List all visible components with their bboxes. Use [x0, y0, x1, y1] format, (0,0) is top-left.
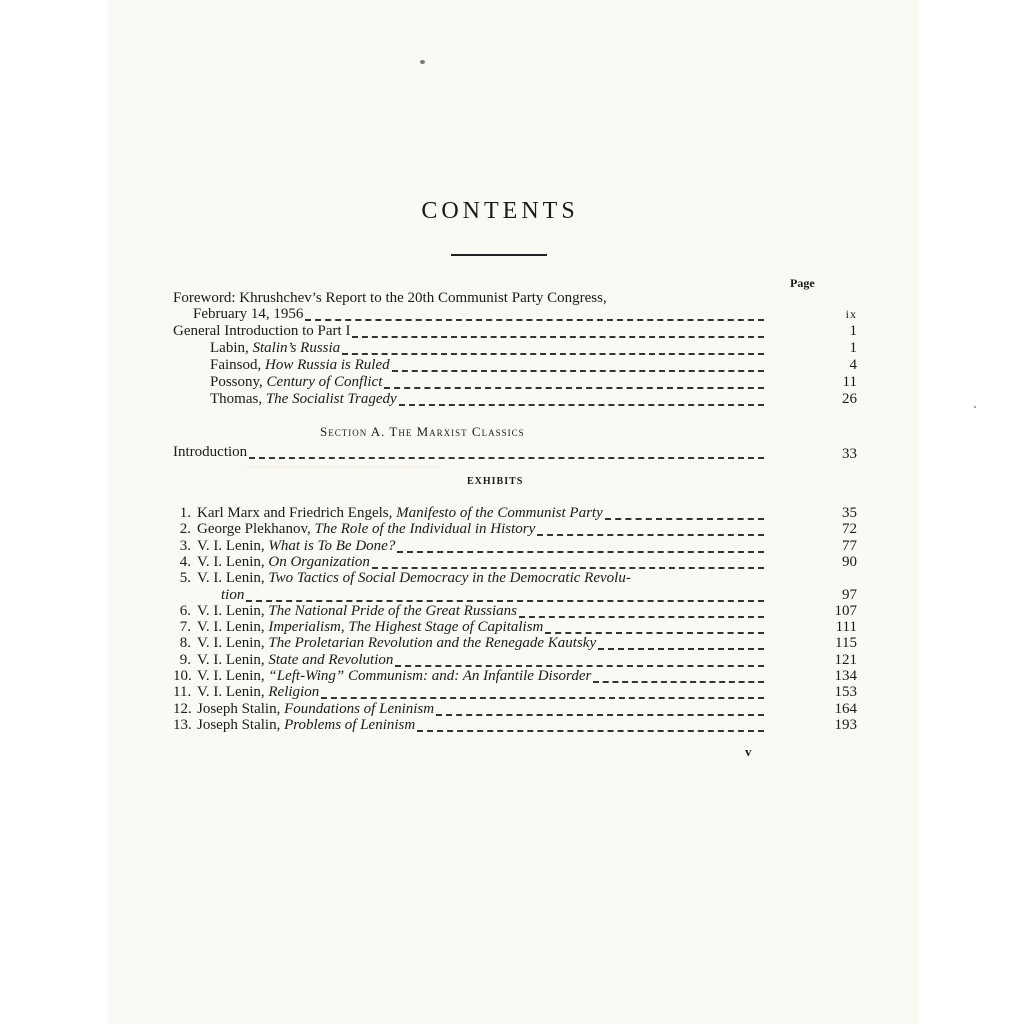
- exhibit-number: 9.: [179, 651, 191, 668]
- exhibit-number: 12.: [173, 700, 192, 717]
- exhibit-work-title: On Organization: [268, 553, 370, 570]
- exhibit-entry: [173, 505, 857, 522]
- exhibit-work-title: State and Revolution: [268, 651, 394, 668]
- exhibit-work-title: Religion: [268, 684, 320, 701]
- dot-leader: [519, 616, 764, 618]
- toc-page-number: ix: [845, 307, 857, 321]
- exhibit-author: V. I. Lenin,: [197, 684, 265, 701]
- toc-entry-section-intro: [173, 444, 857, 461]
- toc-page-number: 107: [834, 602, 857, 619]
- exhibit-work-title: The Role of the Individual in History: [314, 521, 536, 538]
- exhibit-number: 1.: [179, 505, 191, 521]
- page-number-footer: v: [745, 744, 752, 759]
- exhibit-entry: [173, 538, 857, 555]
- toc-page-number: 72: [842, 521, 857, 538]
- toc-work-title: Stalin’s Russia: [252, 340, 341, 356]
- exhibit-number: 4.: [179, 553, 191, 570]
- dot-leader: [305, 319, 764, 321]
- dot-leader: [342, 353, 764, 355]
- toc-page-number: 77: [842, 537, 857, 554]
- exhibit-work-title: Imperialism, The Highest Stage of Capitalism: [268, 619, 544, 636]
- toc-page-number: 1: [849, 323, 857, 339]
- dot-leader: [399, 404, 764, 406]
- toc-page-number: 153: [834, 684, 857, 701]
- ink-speck: [974, 406, 976, 408]
- exhibit-entry: [173, 717, 857, 734]
- exhibit-work-title: Two Tactics of Social Democracy in the Democratic Revolu-: [268, 570, 631, 587]
- exhibit-entry: [173, 603, 857, 620]
- exhibit-author: Karl Marx and Friedrich Engels,: [197, 505, 393, 521]
- dot-leader: [249, 457, 764, 459]
- toc-work-title: Century of Conflict: [266, 374, 383, 390]
- exhibit-work-title: What is To Be Done?: [268, 537, 396, 554]
- dot-leader: [545, 632, 764, 634]
- toc-entry-fainsod: [210, 357, 857, 374]
- page-title: CONTENTS: [421, 198, 579, 224]
- exhibit-number: 2.: [179, 521, 191, 538]
- dot-leader: [598, 648, 764, 650]
- dot-leader: [392, 370, 764, 372]
- toc-page-number: 193: [834, 716, 857, 733]
- dot-leader: [593, 681, 764, 683]
- toc-entry-text: Introduction: [173, 444, 248, 460]
- toc-page-number: 97: [842, 586, 857, 603]
- toc-entry-text: February 14, 1956: [193, 306, 304, 322]
- dot-leader: [395, 665, 764, 667]
- exhibit-entry-continuation: [173, 587, 857, 604]
- exhibit-number: 11.: [173, 684, 192, 701]
- exhibit-work-title: Manifesto of the Communist Party: [396, 505, 603, 521]
- exhibit-entry: [173, 554, 857, 571]
- toc-author: Fainsod,: [210, 357, 262, 373]
- page-column-label: Page: [790, 276, 815, 290]
- toc-entry-general-intro: [173, 323, 857, 340]
- toc-page-number: 115: [835, 635, 857, 652]
- toc-entry-thomas: [210, 391, 857, 408]
- dot-leader: [372, 567, 764, 569]
- exhibit-work-title: Foundations of Leninism: [284, 700, 435, 717]
- exhibit-work-title: The Proletarian Revolution and the Renegade Kautsky: [268, 635, 597, 652]
- exhibit-entry: [173, 570, 857, 587]
- exhibit-entry: [173, 684, 857, 701]
- exhibit-entry: [173, 619, 857, 636]
- exhibit-entry: [173, 701, 857, 718]
- toc-page-number: 33: [842, 446, 857, 462]
- exhibit-author: V. I. Lenin,: [197, 537, 265, 554]
- exhibit-author: V. I. Lenin,: [197, 651, 265, 668]
- title-rule: [451, 254, 547, 256]
- exhibit-number: 10.: [173, 668, 192, 684]
- exhibit-author: V. I. Lenin,: [197, 668, 265, 684]
- toc-entry-text: Foreword: Khrushchev’s Report to the 20th Communist Party Congress,: [173, 290, 607, 306]
- toc-page-number: 1: [849, 340, 857, 356]
- bleed-through-text: ~~~~~~~~~~~~~~~~~~~~~~~~~~~~~~: [245, 460, 440, 474]
- exhibit-author: V. I. Lenin,: [197, 619, 265, 636]
- toc-entry-foreword-line1: [173, 290, 607, 307]
- exhibits-heading: EXHIBITS: [467, 476, 524, 487]
- exhibit-work-title: “Left-Wing” Communism: and: An Infantile Disorder: [268, 668, 592, 684]
- toc-entry-labin: [210, 340, 857, 357]
- exhibit-work-title: Problems of Leninism: [284, 716, 416, 733]
- dot-leader: [436, 714, 764, 716]
- exhibit-number: 3.: [179, 537, 191, 554]
- toc-page-number: 4: [849, 357, 857, 373]
- toc-entry-text: General Introduction to Part I: [173, 323, 351, 339]
- exhibit-entry: [173, 521, 857, 538]
- dot-leader: [246, 600, 764, 602]
- exhibit-work-title: tion: [221, 586, 245, 603]
- dot-leader: [605, 518, 764, 520]
- toc-page-number: 134: [834, 668, 857, 684]
- toc-page-number: 111: [835, 619, 857, 636]
- ink-speck: [420, 60, 425, 64]
- toc-page-number: 26: [842, 391, 857, 407]
- exhibit-author: Joseph Stalin,: [197, 716, 281, 733]
- toc-page-number: 164: [834, 700, 857, 717]
- toc-entry-possony: [210, 374, 857, 391]
- dot-leader: [321, 697, 764, 699]
- exhibit-number: 6.: [179, 602, 191, 619]
- exhibit-author: V. I. Lenin,: [197, 570, 265, 587]
- exhibit-entry: [173, 652, 857, 669]
- exhibit-number: 5.: [179, 570, 191, 587]
- dot-leader: [352, 336, 764, 338]
- exhibit-work-title: The National Pride of the Great Russians: [268, 602, 517, 619]
- exhibit-author: V. I. Lenin,: [197, 602, 265, 619]
- exhibit-number: 7.: [179, 619, 191, 636]
- toc-author: Possony,: [210, 374, 263, 390]
- exhibit-author: George Plekhanov,: [197, 521, 311, 538]
- toc-work-title: The Socialist Tragedy: [265, 391, 397, 407]
- exhibit-entry: [173, 668, 857, 685]
- toc-page-number: 90: [842, 553, 857, 570]
- toc-author: Thomas,: [210, 391, 263, 407]
- dot-leader: [417, 730, 764, 732]
- section-heading: Section A. The Marxist Classics: [320, 424, 525, 439]
- toc-author: Labin,: [210, 340, 249, 356]
- dot-leader: [537, 534, 764, 536]
- exhibit-number: 13.: [173, 716, 192, 733]
- dot-leader: [384, 387, 764, 389]
- toc-work-title: How Russia is Ruled: [265, 357, 390, 373]
- exhibit-entry: [173, 635, 857, 652]
- dot-leader: [397, 551, 764, 553]
- exhibit-author: V. I. Lenin,: [197, 635, 265, 652]
- toc-page-number: 121: [834, 651, 857, 668]
- toc-page-number: 11: [842, 374, 857, 390]
- toc-page-number: 35: [842, 505, 857, 521]
- toc-entry-foreword: [173, 306, 857, 323]
- exhibit-author: Joseph Stalin,: [197, 700, 281, 717]
- exhibit-author: V. I. Lenin,: [197, 553, 265, 570]
- exhibit-number: 8.: [179, 635, 191, 652]
